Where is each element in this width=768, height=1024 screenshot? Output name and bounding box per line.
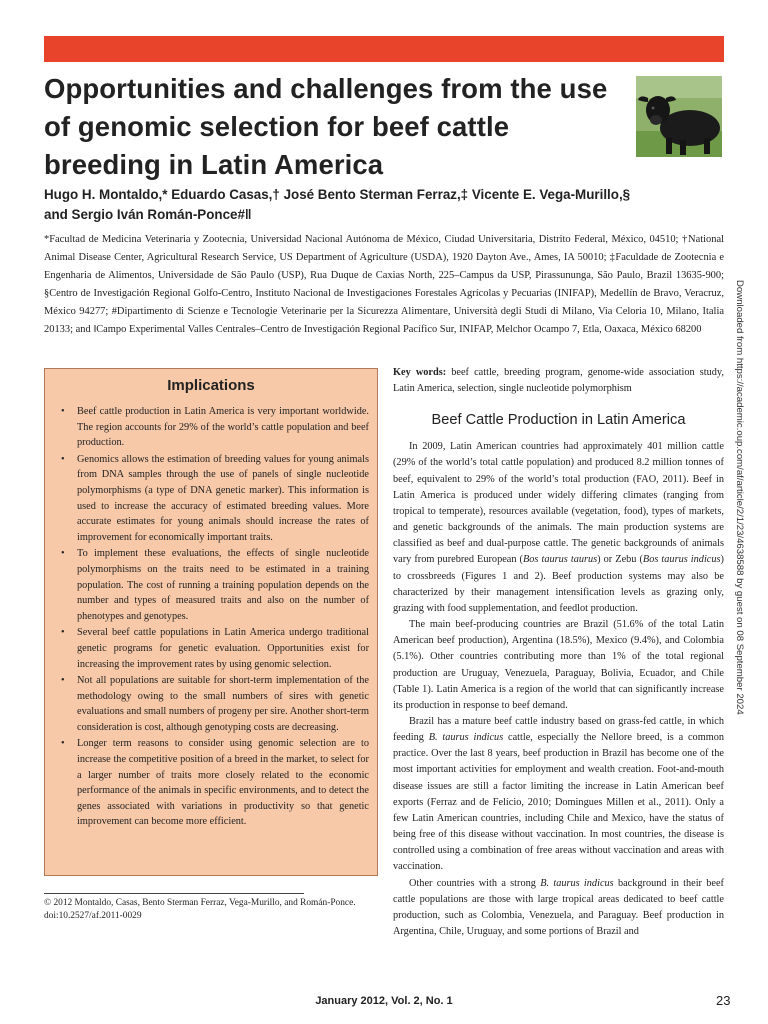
authors-line-2: and Sergio Iván Román-Ponce#‖ bbox=[44, 207, 252, 222]
copyright-notice bbox=[44, 897, 374, 922]
keywords-text: beef cattle, breeding program, genome-wide association study, Latin America, selection, single nucleotide polymorphism bbox=[393, 367, 724, 395]
implication-item: • To implement these evaluations, the effects of single nucleotide polymorphisms on the traits need to be estimated in a training population. The cost of running a training population depends on the number and types of measured traits and also on the number of phenotypes and genotypes. bbox=[59, 546, 369, 624]
implication-item: • Genomics allows the estimation of breeding values for young animals from DNA samples through the use of panels of single nucleotide polymorphisms (a type of DNA genetic marker). This information is used to increase the accuracy of estimated breeding values. More accurate estimates for young animals should increase the rates of improvement for economically important traits. bbox=[59, 452, 369, 546]
implication-item: • Longer term reasons to consider using genomic selection are to increase the competitive position of a breed in the market, to select for a larger number of traits more closely related to the economic performance of the animals in specific environments, and to detect the genes associated with variations in productivity so that genetic improvement can become more efficient. bbox=[59, 736, 369, 830]
implication-item: • Not all populations are suitable for short-term implementation of the methodology owing to the small numbers of sires with genetic evaluations and small numbers of progeny per sire. Another short-term consideration is cost, although genotyping costs are decreasing. bbox=[59, 673, 369, 735]
keywords-label: Key words: bbox=[393, 367, 447, 378]
implications-title: Implications bbox=[167, 377, 255, 394]
implications-list bbox=[59, 404, 369, 831]
paragraph-4: Other countries with a strong B. taurus indicus background in their beef cattle populations are those with large tropical areas dedicated to beef cattle production, such as Colombia, Venezuela, and Paraguay. Beef production in Argentina, Chile, Uruguay, and some portions of Brazil and bbox=[393, 877, 724, 937]
implication-item: • Beef cattle production in Latin America is very important worldwide. The region accounts for 29% of the world’s cattle population and beef production. bbox=[59, 404, 369, 451]
doi-line: doi:10.2527/af.2011-0029 bbox=[44, 910, 142, 921]
black-cow-image bbox=[636, 76, 722, 157]
implication-item: • Several beef cattle populations in Latin America undergo traditional genetic programs for genetic evaluation. Opportunities exist for increasing the improvement rates by using genomic selection. bbox=[59, 625, 369, 672]
keywords bbox=[393, 365, 724, 397]
author-list bbox=[44, 185, 734, 225]
authors-line-1: Hugo H. Montaldo,* Eduardo Casas,† José Bento Sterman Ferraz,‡ Vicente E. Vega-Murillo,§ bbox=[44, 187, 631, 202]
paragraph-1: In 2009, Latin American countries had approximately 401 million cattle (29% of the world’s total cattle population) and produced 8.2 million tonnes of beef, equivalent to 29% of the world’s total production (FAO, 2011). Beef in Latin America is produced under widely differing climates (ranging from tropical to temperate), resources available (vegetation, food), types of markets, and genetic backgrounds of the animals. The main production systems are classified as beef and dual-purpose cattle. The genetic backgrounds of animals vary from purebred European (Bos taurus taurus) or Zebu (Bos taurus indicus) to crossbreeds (Figures 1 and 2). Beef production systems may also be characterized by their management intensification levels as grazing only, grazing with food supplementation, and feedlot production. bbox=[393, 441, 724, 614]
header-color-bar bbox=[44, 36, 724, 62]
paragraph-3: Brazil has a mature beef cattle industry based on grass-fed cattle, in which feeding B. taurus indicus cattle, especially the Nellore breed, is a common practice. Over the last 8 years, beef production in Brazil has become one of the most important activities for employment and wealth creation. Foot-and-mouth disease issues are still a factor limiting the increase in Latin American beef exports (Ferraz and de Felício, 2010; Domingues Millen et al., 2011). Only a few Latin American countries, including Chile and Mexico, have the status of being free of this disease without vaccination. In most countries, the disease is controlled using a combination of free areas without vaccination and areas with vaccination. bbox=[393, 715, 725, 873]
download-notice bbox=[733, 280, 747, 780]
download-notice-text: Downloaded from https://academic.oup.com/af/article/2/1/23/4638588 by guest on 08 September 2024 bbox=[734, 280, 745, 715]
footnote-divider bbox=[44, 893, 304, 894]
paragraph-2: The main beef-producing countries are Brazil (51.6% of the total Latin American beef production), Argentina (18.5%), Mexico (9.4%), and Colombia (5.1%). Other countries contributing more than 1% of the total regional production are Uruguay, Venezuela, Paraguay, Bolivia, Ecuador, and Chile (Table 1). Latin America is a region of the world that can significantly increase its production in response to beef demand. bbox=[393, 619, 724, 711]
affiliations: *Facultad de Medicina Veterinaria y Zootecnia, Universidad Nacional Autónoma de México, Ciudad Universitaria, Distrito Federal, México, 04510; †National Animal Disease Center, Agricultural Research Service, US Department of Agriculture (USDA), 1920 Dayton Ave., Ames, IA 50010; ‡Faculdade de Zootecnia e Engenharia de Alimentos, Universidade de São Paulo (USP), Rua Duque de Caxias North, 225–Campus da USP, Pirassununga, São Paulo, Brazil 13635-900; §Centro de Investigación Regional Golfo-Centro, Instituto Nacional de Investigaciones Forestales Agrícolas y Pecuarias (INIFAP), Medellín de Bravo, Veracruz, México 94277; #Dipartimento di Scienze e Tecnologie Veterinarie per la Sicurezza Alimentare, Università degli Studi di Milano, Via Celoria 10, Milano, Italia 20133; and ‖Campo Experimental Valles Centrales–Centro de Investigación Regional Pacífico Sur, INIFAP, Melchor Ocampo 7, Etla, Oaxaca, México 68200 bbox=[44, 234, 724, 335]
journal-issue: January 2012, Vol. 2, No. 1 bbox=[315, 995, 453, 1007]
copyright-line: © 2012 Montaldo, Casas, Bento Sterman Ferraz, Vega-Murillo, and Román-Ponce. bbox=[44, 898, 356, 908]
section-heading: Beef Cattle Production in Latin America bbox=[431, 412, 686, 429]
main-text-column bbox=[393, 365, 724, 940]
article-title: Opportunities and challenges from the use of genomic selection for beef cattle breeding in Latin America bbox=[44, 73, 608, 180]
page-number: 23 bbox=[716, 993, 731, 1008]
implications-box bbox=[44, 368, 378, 876]
cow-photo bbox=[636, 76, 722, 157]
